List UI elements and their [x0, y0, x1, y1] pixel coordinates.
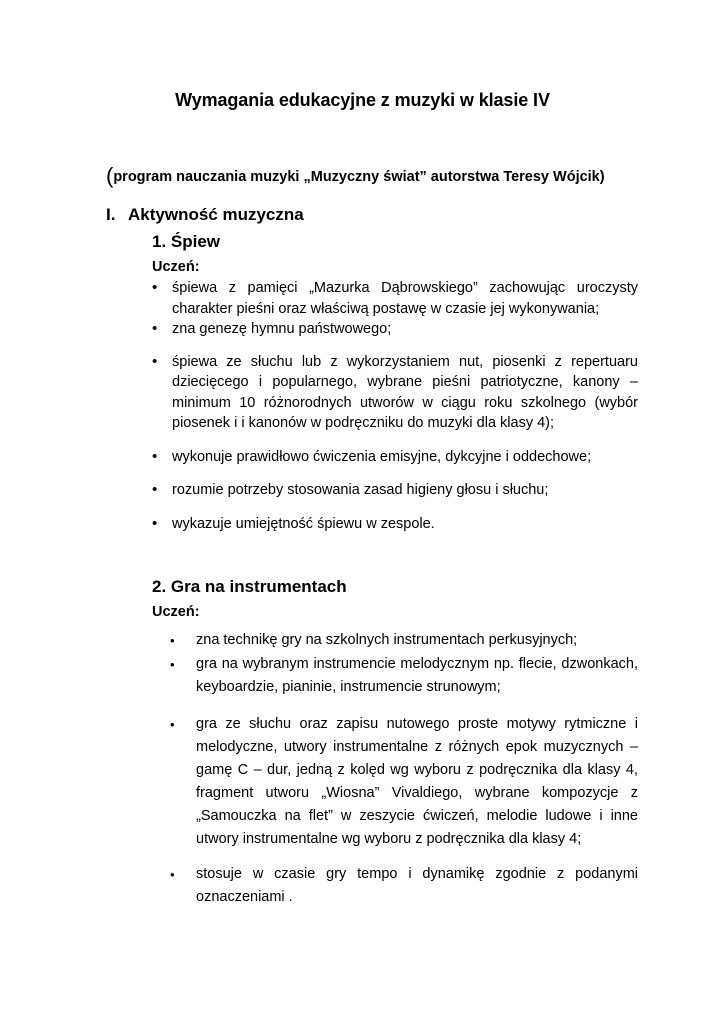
list-item-text: śpiewa ze słuchu lub z wykorzystaniem nut, piosenki z repertuaru dziecięcego i popularnego, wybrane pieśni patriotyczne, kanony – minimum 10 różnorodnych utworów w ciągu roku szkolnego (wybór piosenek i i kanonów w podręczniku do muzyki dla klasy 4);	[172, 353, 638, 431]
list-item-text: wykazuje umiejętność śpiewu w zespole.	[172, 515, 435, 532]
list-item	[170, 653, 638, 699]
bullet-icon: •	[170, 657, 175, 672]
list-item	[152, 514, 638, 535]
list-item	[152, 319, 638, 340]
program-text: program nauczania muzyki „Muzyczny świat” autorstwa Teresy Wójcik)	[113, 169, 605, 185]
list-item	[170, 713, 638, 851]
bullet-icon: •	[152, 481, 158, 498]
list-item-text: gra na wybranym instrumencie melodycznym np. flecie, dzwonkach, keyboardzie, pianinie, instrumencie strunowym;	[196, 656, 638, 695]
bullet-icon: •	[170, 633, 175, 648]
requirements-list-singing	[152, 278, 638, 534]
subsection-heading-instruments: 2. Gra na instrumentach	[152, 577, 347, 596]
bullet-icon: •	[152, 279, 158, 296]
section-title: Aktywność muzyczna	[128, 205, 304, 224]
section-number: I.	[106, 205, 116, 224]
program-line	[106, 163, 666, 189]
student-label: Uczeń:	[152, 604, 200, 620]
bullet-icon: •	[152, 320, 158, 337]
bullet-icon: •	[152, 514, 158, 532]
list-item-text: stosuje w czasie gry tempo i dynamikę zgodnie z podanymi oznaczeniami .	[196, 866, 638, 905]
bullet-icon: •	[170, 867, 175, 882]
requirements-list-instruments	[170, 629, 638, 909]
list-item-text: wykonuje prawidłowo ćwiczenia emisyjne, dykcyjne i oddechowe;	[172, 448, 592, 465]
student-label: Uczeń:	[152, 259, 200, 275]
bullet-icon: •	[152, 352, 158, 370]
list-item	[152, 447, 638, 468]
list-item-text: śpiewa z pamięci „Mazurka Dąbrowskiego” zachowując uroczysty charakter pieśni oraz właściwą postawę w czasie jej wykonywania;	[172, 280, 638, 317]
list-item	[152, 352, 638, 434]
list-item-text: rozumie potrzeby stosowania zasad higieny głosu i słuchu;	[172, 482, 549, 498]
list-item	[170, 863, 638, 909]
list-item	[152, 480, 638, 501]
subsection-heading-singing: 1. Śpiew	[152, 232, 221, 251]
bullet-icon: •	[170, 717, 175, 732]
section-heading-1	[106, 205, 304, 225]
list-item-text: zna genezę hymnu państwowego;	[172, 321, 392, 337]
bullet-icon: •	[152, 447, 158, 465]
program-open-paren: (	[106, 163, 114, 188]
list-item	[170, 629, 638, 652]
list-item	[152, 278, 638, 319]
list-item-text: gra ze słuchu oraz zapisu nutowego proste motywy rytmiczne i melodyczne, utwory instrumentalne z różnych epok muzycznych – gamę C – dur, jedną z kolęd wg wyboru z podręcznika dla klasy 4, fragment utworu „Wiosna” Vivaldiego, wybrane kompozycje z „Samouczka na flet” w zeszycie ćwiczeń, melodie ludowe i inne utwory instrumentalne wg wyboru z podręcznika dla klasy 4;	[196, 716, 638, 847]
list-item-text: zna technikę gry na szkolnych instrumentach perkusyjnych;	[196, 632, 578, 648]
document-title: Wymagania edukacyjne z muzyki w klasie IV	[175, 90, 550, 110]
